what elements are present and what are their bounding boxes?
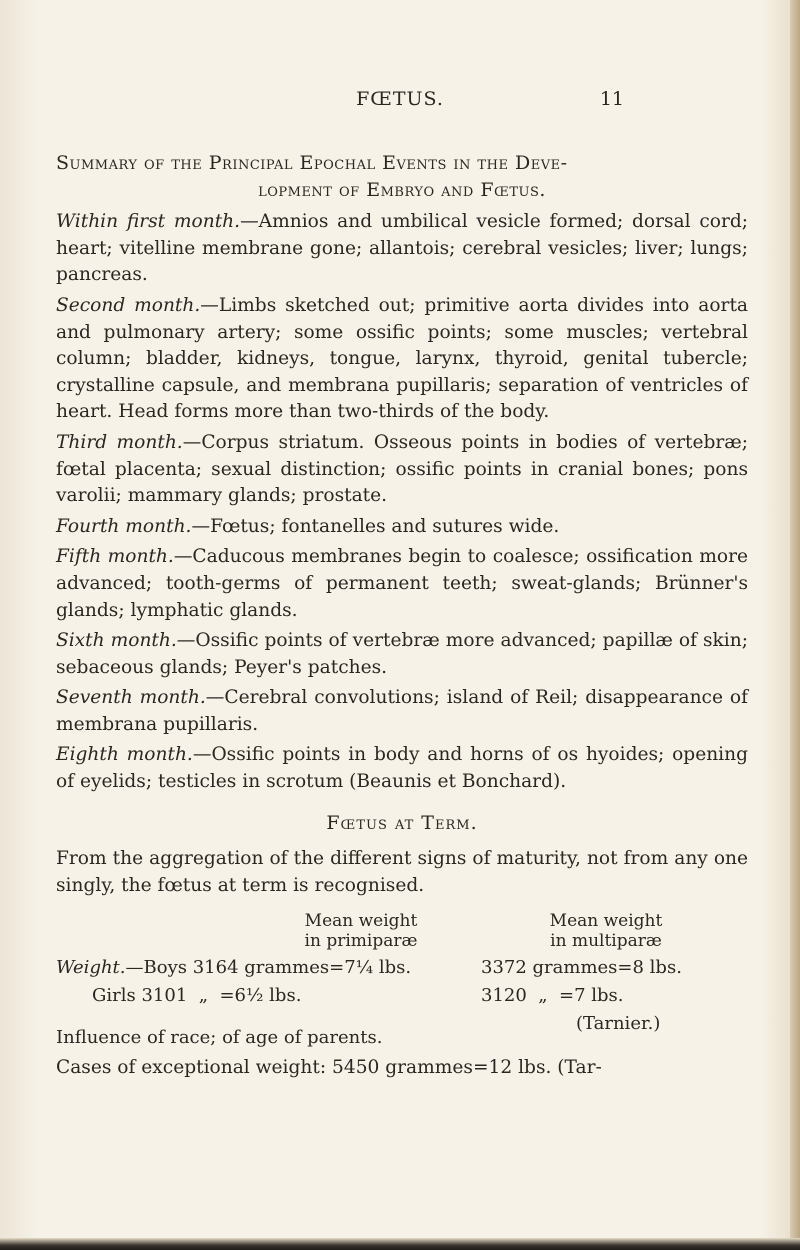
primiparae-header [271, 911, 451, 951]
section-heading-line2: lopment of Embryo and Fœtus. [258, 178, 546, 201]
month-text: —Limbs sketched out; primitive aorta divides into aorta and pulmonary artery; some ossific points; some muscles; vertebral column; bladder, kidneys, tongue, larynx, thyroid, genital tubercle; crystalline capsule, and membrana pupillaris; separation of ventricles of heart. Head forms more than two-thirds of the body. [56, 294, 748, 423]
page-number: 11 [599, 88, 624, 110]
page-header [0, 88, 800, 118]
page-edge-bottom [0, 1238, 800, 1250]
month-text: —Caducous membranes begin to coalesce; ossification more advanced; tooth-germs of permanent teeth; sweat-glands; Brünner's glands; lymphatic glands. [56, 546, 749, 621]
weight-row-boys [56, 955, 411, 982]
month-label: Third month. [56, 431, 183, 453]
month-label: Sixth month. [56, 630, 177, 652]
weight-label: Weight. [56, 957, 126, 979]
section-heading [56, 150, 748, 203]
multiparae-header-line1: Mean weight [549, 911, 663, 932]
month-label: Within first month. [56, 211, 241, 233]
primiparae-header-line2: in primiparæ [304, 931, 418, 952]
month-text: —Amnios and umbilical vesicle formed; dorsal cord; heart; vitelline membrane gone; allantois; cerebral vesicles; liver; lungs; pancreas. [56, 211, 748, 286]
page-edge-right [790, 0, 800, 1250]
month-entry [56, 430, 748, 510]
month-label: Fourth month. [56, 515, 192, 537]
month-entry [56, 685, 748, 738]
term-title: Fœtus at Term. [326, 811, 478, 834]
running-head: FŒTUS. [356, 88, 444, 110]
month-entry [56, 209, 748, 289]
weight-girls-primiparae: Girls 3101 „ =6½ lbs. [92, 985, 302, 1007]
weight-boys-multiparae: 3372 grammes=8 lbs. [481, 957, 682, 979]
month-entry [56, 544, 748, 624]
weight-boys-primiparae: —Boys 3164 grammes=7¼ lbs. [125, 957, 412, 979]
month-entry [56, 628, 748, 681]
exceptional-weight-line: Cases of exceptional weight: 5450 grammes=12 lbs. (Tar- [56, 1057, 602, 1079]
month-text: —Ossific points of vertebræ more advanced; papillæ of skin; sebaceous glands; Peyer's patches. [56, 630, 748, 678]
month-label: Second month. [56, 294, 201, 316]
multiparae-header [516, 911, 696, 951]
month-label: Eighth month. [56, 744, 193, 766]
primiparae-header-line1: Mean weight [304, 911, 418, 932]
weight-girls-multiparae: 3120 „ =7 lbs. [481, 985, 624, 1007]
page-content [56, 150, 748, 1082]
weight-table [56, 903, 748, 1053]
multiparae-header-line2: in multiparæ [550, 931, 662, 952]
month-entry [56, 293, 748, 426]
month-label: Fifth month. [56, 546, 174, 568]
month-text: —Ossific points in body and horns of os hyoides; opening of eyelids; testicles in scrotum (Beaunis et Bonchard). [56, 744, 749, 793]
month-text: —Fœtus; fontanelles and sutures wide. [191, 515, 560, 537]
month-entry [56, 514, 748, 541]
section-heading-line1: Summary of the Principal Epochal Events in the Deve- [56, 152, 568, 174]
month-entry [56, 742, 748, 795]
citation-tarnier: (Tarnier.) [576, 1013, 661, 1035]
influence-line: Influence of race; of age of parents. [56, 1027, 383, 1049]
month-text: —Corpus striatum. Osseous points in bodies of vertebræ; fœtal placenta; sexual distinction; ossific points in cranial bones; pons varolii; mammary glands; prostate. [56, 431, 748, 507]
term-intro: From the aggregation of the different signs of maturity, not from any one singly, the fœtus at term is recognised. [56, 848, 748, 896]
month-label: Seventh month. [56, 687, 206, 709]
month-text: —Cerebral convolutions; island of Reil; disappearance of membrana pupillaris. [56, 687, 748, 735]
